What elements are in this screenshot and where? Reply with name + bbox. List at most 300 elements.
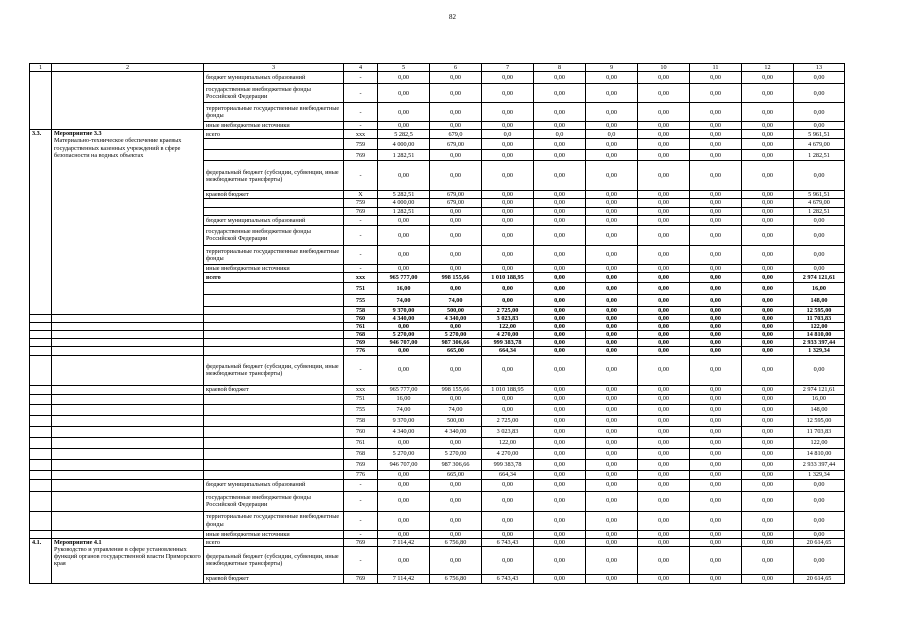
budget-code: - <box>344 225 378 245</box>
amount-cell: 0,00 <box>430 225 482 245</box>
amount-cell: 0,00 <box>638 314 690 322</box>
amount-cell: 0,00 <box>690 355 742 385</box>
amount-cell: 0,00 <box>638 426 690 437</box>
row-number <box>30 491 52 511</box>
amount-cell: 0,00 <box>690 139 742 150</box>
amount-cell: 0,00 <box>586 437 638 448</box>
amount-cell: 0,00 <box>638 491 690 511</box>
amount-cell: 0,00 <box>534 331 586 339</box>
amount-cell: 0,00 <box>742 282 794 294</box>
amount-cell: 0,00 <box>534 511 586 530</box>
amount-cell: 4 340,00 <box>378 426 430 437</box>
amount-cell: 0,00 <box>534 139 586 150</box>
budget-code: 751 <box>344 394 378 404</box>
amount-cell: 0,00 <box>742 191 794 199</box>
amount-cell: 0,00 <box>690 150 742 161</box>
amount-cell: 0,00 <box>638 470 690 479</box>
budget-code: xxx <box>344 385 378 394</box>
amount-cell: 0,00 <box>638 385 690 394</box>
amount-cell: 0,00 <box>586 161 638 191</box>
amount-cell: 0,00 <box>586 122 638 130</box>
amount-cell: 0,00 <box>534 470 586 479</box>
amount-cell: 12 595,00 <box>794 306 845 314</box>
amount-cell: 0,00 <box>534 161 586 191</box>
funding-source: иные внебюджетные источники <box>204 530 344 538</box>
amount-cell: 9 370,00 <box>378 306 430 314</box>
amount-cell: 4 679,00 <box>794 199 845 207</box>
amount-cell: 0,00 <box>482 294 534 306</box>
amount-cell: 20 614,65 <box>794 574 845 583</box>
amount-cell: 0,00 <box>534 72 586 84</box>
amount-cell: 998 155,66 <box>430 272 482 282</box>
amount-cell: 0,00 <box>690 331 742 339</box>
amount-cell: 0,00 <box>586 415 638 426</box>
amount-cell: 0,00 <box>638 225 690 245</box>
budget-code: - <box>344 72 378 84</box>
program-name <box>52 511 204 530</box>
budget-code: 768 <box>344 331 378 339</box>
amount-cell: 0,00 <box>378 470 430 479</box>
amount-cell: 0,0 <box>586 130 638 139</box>
amount-cell: 679,0 <box>430 130 482 139</box>
funding-source: территориальные государственные внебюджетные фонды <box>204 103 344 122</box>
budget-code: 769 <box>344 574 378 583</box>
amount-cell: 0,00 <box>690 199 742 207</box>
amount-cell: 0,00 <box>534 459 586 470</box>
amount-cell: 0,00 <box>586 282 638 294</box>
amount-cell: 5 961,51 <box>794 130 845 139</box>
amount-cell: 0,00 <box>690 459 742 470</box>
funding-source <box>204 415 344 426</box>
amount-cell: 999 383,78 <box>482 339 534 347</box>
amount-cell: 679,00 <box>430 191 482 199</box>
amount-cell: 14 810,00 <box>794 331 845 339</box>
amount-cell: 0,00 <box>378 511 430 530</box>
amount-cell: 0,00 <box>638 122 690 130</box>
amount-cell: 2 725,00 <box>482 415 534 426</box>
amount-cell: 0,00 <box>534 84 586 103</box>
amount-cell: 0,00 <box>638 245 690 264</box>
amount-cell: 0,00 <box>482 207 534 215</box>
amount-cell: 0,00 <box>690 282 742 294</box>
program-name <box>52 130 204 315</box>
amount-cell: 6 756,80 <box>430 574 482 583</box>
amount-cell: 122,00 <box>482 323 534 331</box>
amount-cell: 0,00 <box>534 355 586 385</box>
budget-code: - <box>344 122 378 130</box>
amount-cell: 0,00 <box>794 103 845 122</box>
amount-cell: 122,00 <box>482 437 534 448</box>
program-name <box>52 538 204 583</box>
amount-cell: 0,0 <box>534 130 586 139</box>
amount-cell: 1 282,51 <box>794 207 845 215</box>
amount-cell: 0,00 <box>690 479 742 491</box>
budget-code: xxx <box>344 272 378 282</box>
row-number <box>30 331 52 339</box>
amount-cell: 0,00 <box>690 272 742 282</box>
funding-source: всего <box>204 272 344 282</box>
amount-cell: 0,00 <box>378 225 430 245</box>
amount-cell: 0,00 <box>690 225 742 245</box>
amount-cell: 1 010 188,95 <box>482 385 534 394</box>
amount-cell: 0,00 <box>742 426 794 437</box>
amount-cell: 0,00 <box>742 538 794 546</box>
amount-cell: 0,00 <box>378 479 430 491</box>
amount-cell: 0,00 <box>742 130 794 139</box>
program-name <box>52 347 204 355</box>
amount-cell: 0,00 <box>534 122 586 130</box>
amount-cell: 0,00 <box>586 72 638 84</box>
funding-source <box>204 470 344 479</box>
amount-cell: 0,00 <box>638 347 690 355</box>
amount-cell: 20 614,65 <box>794 538 845 546</box>
program-name <box>52 72 204 130</box>
amount-cell: 0,00 <box>638 530 690 538</box>
amount-cell: 0,00 <box>586 479 638 491</box>
amount-cell: 0,00 <box>742 103 794 122</box>
table-row <box>30 72 845 84</box>
row-number <box>30 404 52 415</box>
table-row <box>30 459 845 470</box>
amount-cell: 0,00 <box>638 415 690 426</box>
funding-source <box>204 314 344 322</box>
funding-source: государственные внебюджетные фонды Российской Федерации <box>204 491 344 511</box>
program-name <box>52 331 204 339</box>
amount-cell: 2 974 121,61 <box>794 385 845 394</box>
funding-source: территориальные государственные внебюджетные фонды <box>204 245 344 264</box>
table-row <box>30 426 845 437</box>
amount-cell: 0,00 <box>430 245 482 264</box>
column-header: 10 <box>638 64 690 72</box>
amount-cell: 0,00 <box>742 314 794 322</box>
amount-cell: 0,00 <box>534 448 586 459</box>
amount-cell: 0,00 <box>378 84 430 103</box>
amount-cell: 0,00 <box>742 394 794 404</box>
amount-cell: 0,00 <box>378 491 430 511</box>
row-number <box>30 355 52 385</box>
program-name <box>52 448 204 459</box>
funding-source: краевой бюджет <box>204 191 344 199</box>
amount-cell: 0,00 <box>638 130 690 139</box>
budget-code: - <box>344 161 378 191</box>
budget-code: - <box>344 103 378 122</box>
amount-cell: 0,00 <box>534 191 586 199</box>
table-row <box>30 415 845 426</box>
amount-cell: 122,00 <box>794 323 845 331</box>
amount-cell: 0,00 <box>638 437 690 448</box>
amount-cell: 0,00 <box>638 264 690 272</box>
amount-cell: 0,00 <box>586 355 638 385</box>
program-name <box>52 323 204 331</box>
program-description: Материально-техническое обеспечение краевых государственных казенных учреждений в сфере безопасности на водных объектах <box>54 137 182 159</box>
amount-cell: 148,00 <box>794 404 845 415</box>
budget-code: 776 <box>344 347 378 355</box>
amount-cell: 0,00 <box>586 511 638 530</box>
table-row <box>30 538 845 546</box>
amount-cell: 0,00 <box>690 437 742 448</box>
program-title: Мероприятие 3.3 <box>54 130 102 138</box>
budget-code: 759 <box>344 139 378 150</box>
amount-cell: 965 777,00 <box>378 385 430 394</box>
program-name <box>52 470 204 479</box>
amount-cell: 4 340,00 <box>430 314 482 322</box>
amount-cell: 0,00 <box>638 139 690 150</box>
budget-code: 769 <box>344 150 378 161</box>
table-row <box>30 437 845 448</box>
program-description: Руководство и управление в сфере установленных функций органов государственной власти Приморского края <box>54 545 201 567</box>
amount-cell: 0,00 <box>482 355 534 385</box>
amount-cell: 0,00 <box>482 150 534 161</box>
amount-cell: 0,00 <box>482 139 534 150</box>
funding-source <box>204 404 344 415</box>
amount-cell: 0,00 <box>586 331 638 339</box>
amount-cell: 0,00 <box>430 355 482 385</box>
budget-code: 755 <box>344 294 378 306</box>
amount-cell: 0,00 <box>534 207 586 215</box>
amount-cell: 679,00 <box>430 139 482 150</box>
amount-cell: 0,00 <box>586 215 638 225</box>
amount-cell: 0,00 <box>638 84 690 103</box>
amount-cell: 0,00 <box>534 314 586 322</box>
column-header: 9 <box>586 64 638 72</box>
amount-cell: 0,00 <box>742 207 794 215</box>
program-name <box>52 491 204 511</box>
amount-cell: 0,00 <box>742 122 794 130</box>
amount-cell: 6 743,43 <box>482 574 534 583</box>
table-row <box>30 404 845 415</box>
amount-cell: 0,00 <box>430 546 482 574</box>
amount-cell: 0,00 <box>482 511 534 530</box>
program-name <box>52 355 204 385</box>
amount-cell: 0,00 <box>378 103 430 122</box>
amount-cell: 5 961,51 <box>794 191 845 199</box>
amount-cell: 0,00 <box>534 103 586 122</box>
amount-cell: 0,00 <box>794 546 845 574</box>
amount-cell: 5 282,5 <box>378 130 430 139</box>
row-number <box>30 347 52 355</box>
row-number <box>30 394 52 404</box>
amount-cell: 5 270,00 <box>378 331 430 339</box>
amount-cell: 0,00 <box>638 331 690 339</box>
budget-code: - <box>344 546 378 574</box>
program-title: Мероприятие 4.1 <box>54 538 102 546</box>
amount-cell: 0,00 <box>430 394 482 404</box>
amount-cell: 0,00 <box>430 161 482 191</box>
amount-cell: 946 707,00 <box>378 339 430 347</box>
amount-cell: 0,00 <box>742 574 794 583</box>
amount-cell: 0,00 <box>534 574 586 583</box>
amount-cell: 0,00 <box>638 103 690 122</box>
table-header-row <box>30 64 845 72</box>
program-name <box>52 479 204 491</box>
amount-cell: 0,00 <box>690 574 742 583</box>
budget-table <box>29 63 845 584</box>
amount-cell: 0,00 <box>586 385 638 394</box>
amount-cell: 0,00 <box>378 215 430 225</box>
amount-cell: 0,00 <box>586 84 638 103</box>
amount-cell: 0,00 <box>430 437 482 448</box>
amount-cell: 0,00 <box>534 199 586 207</box>
funding-source: всего <box>204 130 344 139</box>
amount-cell: 946 707,00 <box>378 459 430 470</box>
amount-cell: 665,00 <box>430 347 482 355</box>
budget-code: - <box>344 530 378 538</box>
amount-cell: 4 000,00 <box>378 199 430 207</box>
amount-cell: 1 010 188,95 <box>482 272 534 282</box>
amount-cell: 1 282,51 <box>378 150 430 161</box>
funding-source <box>204 437 344 448</box>
amount-cell: 0,00 <box>690 122 742 130</box>
funding-source <box>204 207 344 215</box>
budget-code: X <box>344 191 378 199</box>
amount-cell: 999 383,78 <box>482 459 534 470</box>
amount-cell: 0,00 <box>482 225 534 245</box>
amount-cell: 0,00 <box>690 245 742 264</box>
amount-cell: 0,00 <box>794 225 845 245</box>
amount-cell: 0,00 <box>430 323 482 331</box>
amount-cell: 0,00 <box>482 491 534 511</box>
amount-cell: 0,00 <box>742 339 794 347</box>
table-row <box>30 448 845 459</box>
amount-cell: 2 974 121,61 <box>794 272 845 282</box>
amount-cell: 0,00 <box>534 546 586 574</box>
funding-source <box>204 294 344 306</box>
amount-cell: 0,00 <box>690 264 742 272</box>
amount-cell: 0,00 <box>794 479 845 491</box>
amount-cell: 0,00 <box>534 385 586 394</box>
amount-cell: 0,00 <box>534 245 586 264</box>
amount-cell: 0,00 <box>534 264 586 272</box>
amount-cell: 4 270,00 <box>482 448 534 459</box>
amount-cell: 0,00 <box>690 84 742 103</box>
funding-source: федеральный бюджет (субсидии, субвенции, иные межбюджетные трансферты) <box>204 161 344 191</box>
amount-cell: 0,00 <box>742 546 794 574</box>
budget-code: - <box>344 491 378 511</box>
program-name <box>52 339 204 347</box>
funding-source <box>204 339 344 347</box>
amount-cell: 0,00 <box>638 272 690 282</box>
amount-cell: 0,00 <box>690 415 742 426</box>
amount-cell: 0,00 <box>430 491 482 511</box>
column-header: 12 <box>742 64 794 72</box>
funding-source: иные внебюджетные источники <box>204 122 344 130</box>
amount-cell: 3 023,83 <box>482 426 534 437</box>
amount-cell: 0,00 <box>690 385 742 394</box>
amount-cell: 0,00 <box>430 150 482 161</box>
amount-cell: 7 114,42 <box>378 538 430 546</box>
amount-cell: 16,00 <box>378 394 430 404</box>
amount-cell: 0,00 <box>742 215 794 225</box>
column-header: 13 <box>794 64 845 72</box>
amount-cell: 0,00 <box>430 103 482 122</box>
amount-cell: 16,00 <box>378 282 430 294</box>
amount-cell: 0,00 <box>638 479 690 491</box>
program-name <box>52 314 204 322</box>
amount-cell: 2 933 397,44 <box>794 459 845 470</box>
amount-cell: 0,00 <box>794 491 845 511</box>
amount-cell: 0,00 <box>742 404 794 415</box>
amount-cell: 0,00 <box>378 161 430 191</box>
amount-cell: 0,00 <box>742 264 794 272</box>
amount-cell: 0,00 <box>586 245 638 264</box>
row-number <box>30 479 52 491</box>
amount-cell: 6 756,80 <box>430 538 482 546</box>
amount-cell: 74,00 <box>378 404 430 415</box>
amount-cell: 7 114,42 <box>378 574 430 583</box>
amount-cell: 0,00 <box>378 347 430 355</box>
amount-cell: 0,00 <box>690 347 742 355</box>
amount-cell: 0,00 <box>482 161 534 191</box>
amount-cell: 0,00 <box>586 459 638 470</box>
column-header: 1 <box>30 64 52 72</box>
amount-cell: 0,00 <box>742 139 794 150</box>
column-header: 8 <box>534 64 586 72</box>
amount-cell: 0,00 <box>742 84 794 103</box>
funding-source <box>204 331 344 339</box>
amount-cell: 0,00 <box>742 479 794 491</box>
amount-cell: 0,00 <box>430 207 482 215</box>
row-number: 3.3. <box>30 130 52 315</box>
amount-cell: 0,00 <box>638 355 690 385</box>
amount-cell: 5 270,00 <box>378 448 430 459</box>
amount-cell: 0,00 <box>742 294 794 306</box>
budget-code: 776 <box>344 470 378 479</box>
funding-source: иные внебюджетные источники <box>204 264 344 272</box>
amount-cell: 0,00 <box>482 546 534 574</box>
amount-cell: 2 933 397,44 <box>794 339 845 347</box>
funding-source: всего <box>204 538 344 546</box>
funding-source: федеральный бюджет (субсидии, субвенции, иные межбюджетные трансферты) <box>204 355 344 385</box>
amount-cell: 0,00 <box>586 574 638 583</box>
amount-cell: 0,00 <box>690 130 742 139</box>
amount-cell: 0,00 <box>690 215 742 225</box>
amount-cell: 0,00 <box>638 511 690 530</box>
column-header: 5 <box>378 64 430 72</box>
program-name <box>52 415 204 426</box>
table-row <box>30 491 845 511</box>
amount-cell: 0,00 <box>638 323 690 331</box>
budget-code: 761 <box>344 437 378 448</box>
amount-cell: 0,00 <box>534 339 586 347</box>
amount-cell: 0,00 <box>794 530 845 538</box>
amount-cell: 12 595,00 <box>794 415 845 426</box>
amount-cell: 0,00 <box>742 161 794 191</box>
amount-cell: 0,00 <box>482 191 534 199</box>
amount-cell: 0,00 <box>690 404 742 415</box>
amount-cell: 665,00 <box>430 470 482 479</box>
amount-cell: 0,00 <box>534 282 586 294</box>
amount-cell: 1 282,51 <box>378 207 430 215</box>
amount-cell: 0,00 <box>430 479 482 491</box>
row-number <box>30 385 52 394</box>
budget-code: 759 <box>344 199 378 207</box>
row-number <box>30 437 52 448</box>
amount-cell: 0,00 <box>742 491 794 511</box>
budget-code: - <box>344 511 378 530</box>
row-number <box>30 415 52 426</box>
amount-cell: 0,00 <box>794 245 845 264</box>
amount-cell: 1 329,34 <box>794 470 845 479</box>
row-number <box>30 511 52 530</box>
amount-cell: 4 340,00 <box>378 314 430 322</box>
amount-cell: 0,00 <box>742 347 794 355</box>
amount-cell: 0,00 <box>482 394 534 404</box>
amount-cell: 0,00 <box>482 103 534 122</box>
budget-code: 758 <box>344 306 378 314</box>
amount-cell: 0,00 <box>378 546 430 574</box>
row-number <box>30 426 52 437</box>
funding-source <box>204 323 344 331</box>
